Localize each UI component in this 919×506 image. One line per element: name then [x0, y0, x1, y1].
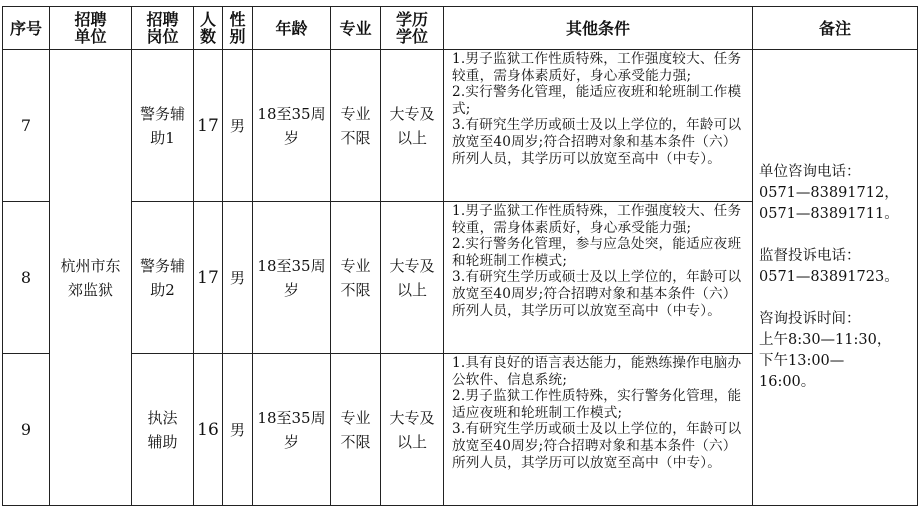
recruitment-table — [2, 6, 918, 506]
header-seq: 序号 — [3, 7, 50, 50]
age-cell: 18至35周岁 — [253, 202, 331, 354]
header-count: 人数 — [194, 7, 223, 50]
seq-cell: 7 — [3, 50, 50, 202]
count-cell: 16 — [194, 354, 223, 506]
consult-phone: 0571—83891711。 — [759, 206, 899, 222]
condition-item: 1.具有良好的语言表达能力，能熟练操作电脑办公软件、信息系统; — [452, 355, 742, 388]
condition-item: 2.实行警务化管理，能适应夜班和轮班制工作模式; — [452, 84, 742, 117]
age-cell: 18至35周岁 — [253, 50, 331, 202]
education-cell: 大专及以上 — [381, 50, 444, 202]
consult-label: 单位咨询电话： — [759, 164, 861, 180]
gender-cell: 男 — [223, 202, 253, 354]
remarks-cell — [753, 50, 918, 506]
condition-item: 3.有研究生学历或硕士及以上学位的，年龄可以放宽至40周岁;符合招聘对象和基本条件（六）所列人员，其学历可以放宽至高中（中专）。 — [452, 421, 742, 471]
consult-phone: 0571—83891712， — [759, 185, 899, 201]
conditions-cell — [444, 202, 753, 354]
hours-label: 咨询投诉时间： — [759, 311, 861, 327]
gender-cell: 男 — [223, 354, 253, 506]
header-conditions: 其他条件 — [444, 7, 753, 50]
table-row — [3, 50, 918, 202]
condition-item: 3.有研究生学历或硕士及以上学位的，年龄可以放宽至40周岁;符合招聘对象和基本条件（六）所列人员，其学历可以放宽至高中（中专）。 — [452, 269, 742, 319]
conditions-cell — [444, 354, 753, 506]
unit-cell: 杭州市东郊监狱 — [50, 50, 132, 506]
condition-item: 2.实行警务化管理，参与应急处突，能适应夜班和轮班制工作模式; — [452, 236, 742, 269]
position-cell: 警务辅助1 — [132, 50, 194, 202]
count-cell: 17 — [194, 202, 223, 354]
hours-am: 上午8:30—11:30， — [759, 332, 892, 348]
complaint-label: 监督投诉电话： — [759, 248, 861, 264]
header-position: 招聘岗位 — [132, 7, 194, 50]
condition-item: 2.男子监狱工作性质特殊，实行警务化管理，能适应夜班和轮班制工作模式; — [452, 388, 742, 421]
seq-cell: 8 — [3, 202, 50, 354]
condition-item: 3.有研究生学历或硕士及以上学位的，年龄可以放宽至40周岁;符合招聘对象和基本条件（六）所列人员，其学历可以放宽至高中（中专）。 — [452, 117, 742, 167]
header-major: 专业 — [331, 7, 381, 50]
header-gender: 性别 — [223, 7, 253, 50]
count-cell: 17 — [194, 50, 223, 202]
condition-item: 1.男子监狱工作性质特殊，工作强度较大、任务较重，需身体素质好，身心承受能力强; — [452, 203, 742, 236]
position-cell: 执法辅助 — [132, 354, 194, 506]
age-cell: 18至35周岁 — [253, 354, 331, 506]
hours-pm: 下午13:00—16:00。 — [759, 353, 845, 390]
education-cell: 大专及以上 — [381, 202, 444, 354]
header-remarks: 备注 — [753, 7, 918, 50]
position-cell: 警务辅助2 — [132, 202, 194, 354]
major-cell: 专业不限 — [331, 354, 381, 506]
header-education: 学历学位 — [381, 7, 444, 50]
complaint-phone: 0571—83891723。 — [759, 269, 899, 285]
header-row — [3, 7, 918, 50]
header-unit: 招聘单位 — [50, 7, 132, 50]
major-cell: 专业不限 — [331, 202, 381, 354]
education-cell: 大专及以上 — [381, 354, 444, 506]
gender-cell: 男 — [223, 50, 253, 202]
major-cell: 专业不限 — [331, 50, 381, 202]
header-age: 年龄 — [253, 7, 331, 50]
seq-cell: 9 — [3, 354, 50, 506]
condition-item: 1.男子监狱工作性质特殊，工作强度较大、任务较重，需身体素质好，身心承受能力强; — [452, 51, 742, 84]
conditions-cell — [444, 50, 753, 202]
